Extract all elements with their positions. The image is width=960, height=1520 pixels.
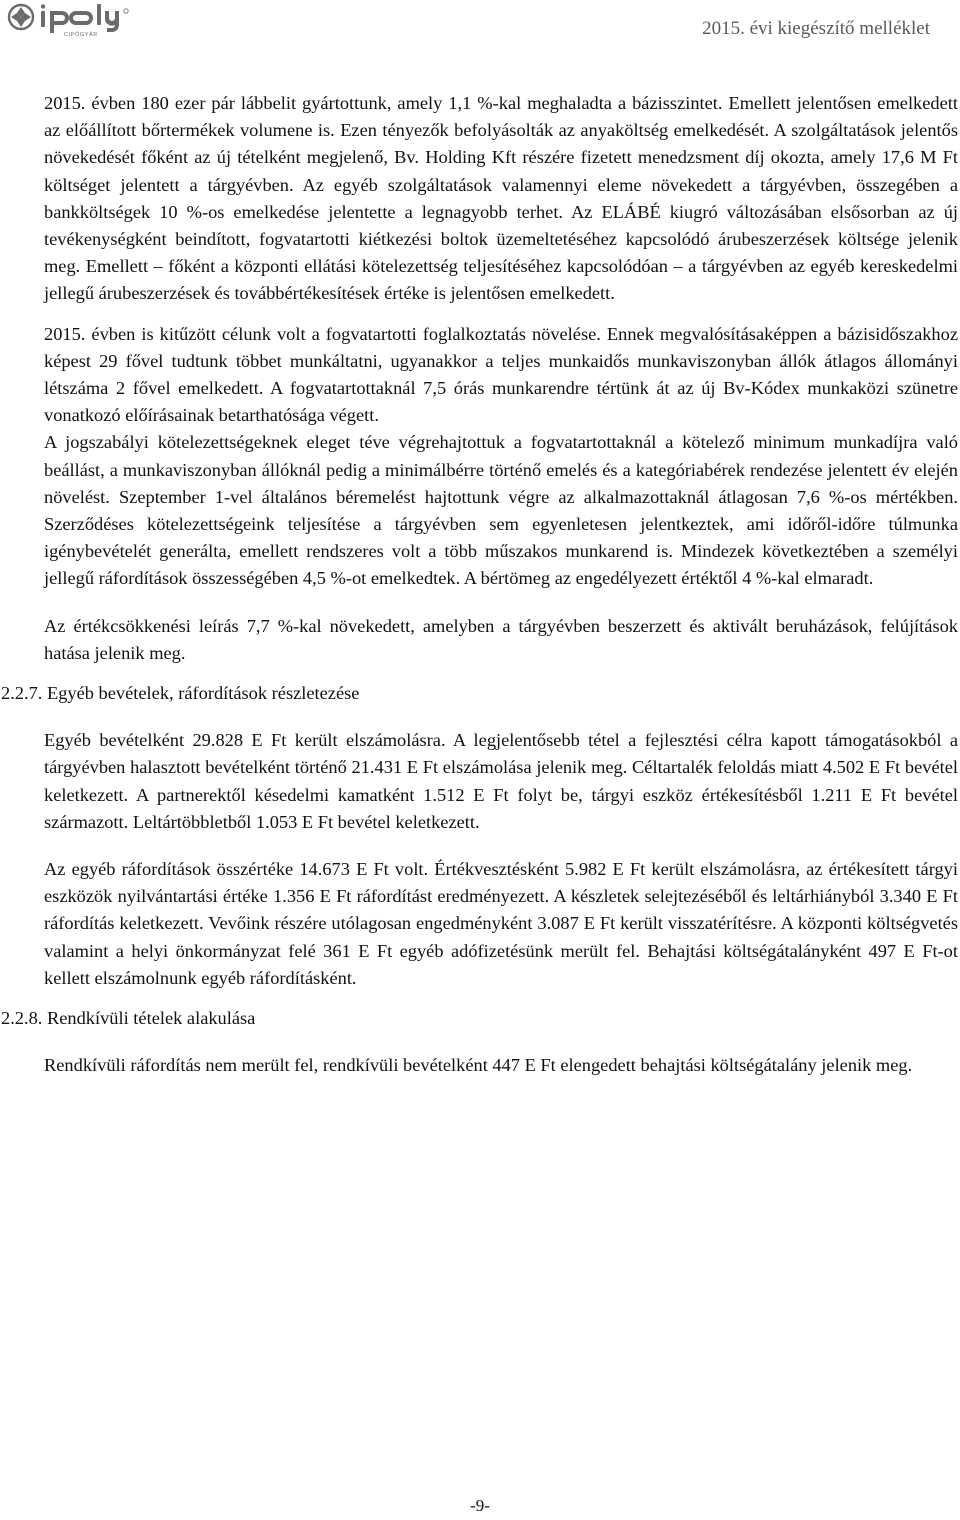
page-number: -9- xyxy=(470,1496,490,1515)
ipoly-logo xyxy=(4,2,154,38)
paragraph-extraordinary: Rendkívüli ráfordítás nem merült fel, rendkívüli bevételként 447 E Ft elengedett behajtási költségátalány jelenik meg. xyxy=(44,1055,913,1076)
paragraph-employment: 2015. évben is kitűzött célunk volt a fogvatartotti foglalkoztatás növelése. Ennek megvalósításaképpen a bázisidőszakhoz képest 29 fővel tudtunk többet munkáltatni, ugyanakkor a teljes munkaidős munkaviszonyban állók átlagos állományi létszáma 2 fővel emelkedett. A fogvatartottaknál 7,5 órás munkarendre tértünk át az új Bv-Kódex munkaközi szünetre vonatkozó előírásainak betarthatósága végett. xyxy=(44,323,958,426)
paragraph-other-income: Egyéb bevételként 29.828 E Ft került elszámolásra. A legjelentősebb tétel a fejlesztési célra kapott támogatásokból a tárgyévben halasztott bevételként történő 21.431 E Ft elszámolása jelenik meg. Céltartalék feloldás miatt 4.502 E Ft bevétel keletkezett. A partnerektől késedelmi kamatként 1.512 E Ft folyt be, tárgyi eszköz értékesítésből 1.211 E Ft bevétel származott. Leltártöbbletből 1.053 E Ft bevétel keletkezett. xyxy=(44,730,958,832)
paragraph-production: 2015. évben 180 ezer pár lábbelit gyártottunk, amely 1,1 %-kal meghaladta a bázisszintet. Emellett jelentősen emelkedett az előállított bőrtermékek volumene is. Ezen tényezők befolyásolták az anyaköltség emelkedését. A szolgáltatások jelentős növekedését főként az új tételként megjelenő, Bv. Holding Kft részére fizetett menedzsment díj okozta, amely 17,6 M Ft költséget jelentett a tárgyévben. Az egyéb szolgáltatások valamennyi eleme növekedett a tárgyévben, összegében a bankköltségek 10 %-os emelkedése jelentette a legnagyobb terhet. Az ELÁBÉ kiugró változásában elsősorban az új tevékenységként beindított, fogvatartotti kiétkezési boltok üzemeltetéséhez kapcsolódó árubeszerzések költsége jelenik meg. Emellett – főként a központi ellátási kötelezettség teljesítéséhez kapcsolódóan – a tárgyévben az egyéb kereskedelmi jellegű árubeszerzések és továbbértékesítések értéke is jelentősen emelkedett. xyxy=(44,93,958,304)
document-body xyxy=(1,90,958,1080)
paragraph-wages: A jogszabályi kötelezettségeknek eleget téve végrehajtottuk a fogvatartottaknál a kötelező minimum munkadíjra való beállást, a munkaviszonyban állóknál pedig a minimálbérre történő emelés és a kategóriabérek rendezése jelentett év elején növelést. Szeptember 1-vel általános béremelést hajtottunk végre az alkalmazottaknál átlagosan 7,6 %-os mértékben. Szerződéses kötelezettségeink teljesítése a tárgyévben sem egyenletesen jelentkeztek, ami időről-időre túlmunka igénybevételét generálta, emellett rendszeres volt a több műszakos munkarend is. Mindezek következtében a személyi jellegű ráfordítások összességében 4,5 %-ot emelkedtek. A bértömeg az engedélyezett értéktől 4 %-kal elmaradt. xyxy=(44,432,958,589)
logo-subtext: CIPŐGYÁR xyxy=(64,32,98,38)
paragraph-other-expenses: Az egyéb ráfordítások összértéke 14.673 E Ft volt. Értékvesztésként 5.982 E Ft került elszámolásra, az értékesített tárgyi eszközök nyilvántartási értéke 1.356 E Ft ráfordítást eredményezett. A készletek selejtezéséből és leltárhiányból 3.340 E Ft ráfordítás keletkezett. Vevőink részére utólagosan engedményként 3.087 E Ft került visszatérítésre. A központi költségvetés valamint a helyi önkormányzat felé 361 E Ft egyéb adófizetésünk merült fel. Behajtási költségátalányként 497 E Ft-ot kellett elszámolnunk egyéb ráfordításként. xyxy=(44,859,958,988)
paragraph-depreciation: Az értékcsökkenési leírás 7,7 %-kal növekedett, amelyben a tárgyévben beszerzett és aktivált beruházások, felújítások hatása jelenik meg. xyxy=(44,615,958,663)
section-heading-extraordinary: 2.2.8. Rendkívüli tételek alakulása xyxy=(1,1008,256,1029)
section-heading-other-income: 2.2.7. Egyéb bevételek, ráfordítások részletezése xyxy=(1,683,360,704)
document-title: 2015. évi kiegészítő melléklet xyxy=(702,18,930,39)
page-header xyxy=(0,0,960,60)
